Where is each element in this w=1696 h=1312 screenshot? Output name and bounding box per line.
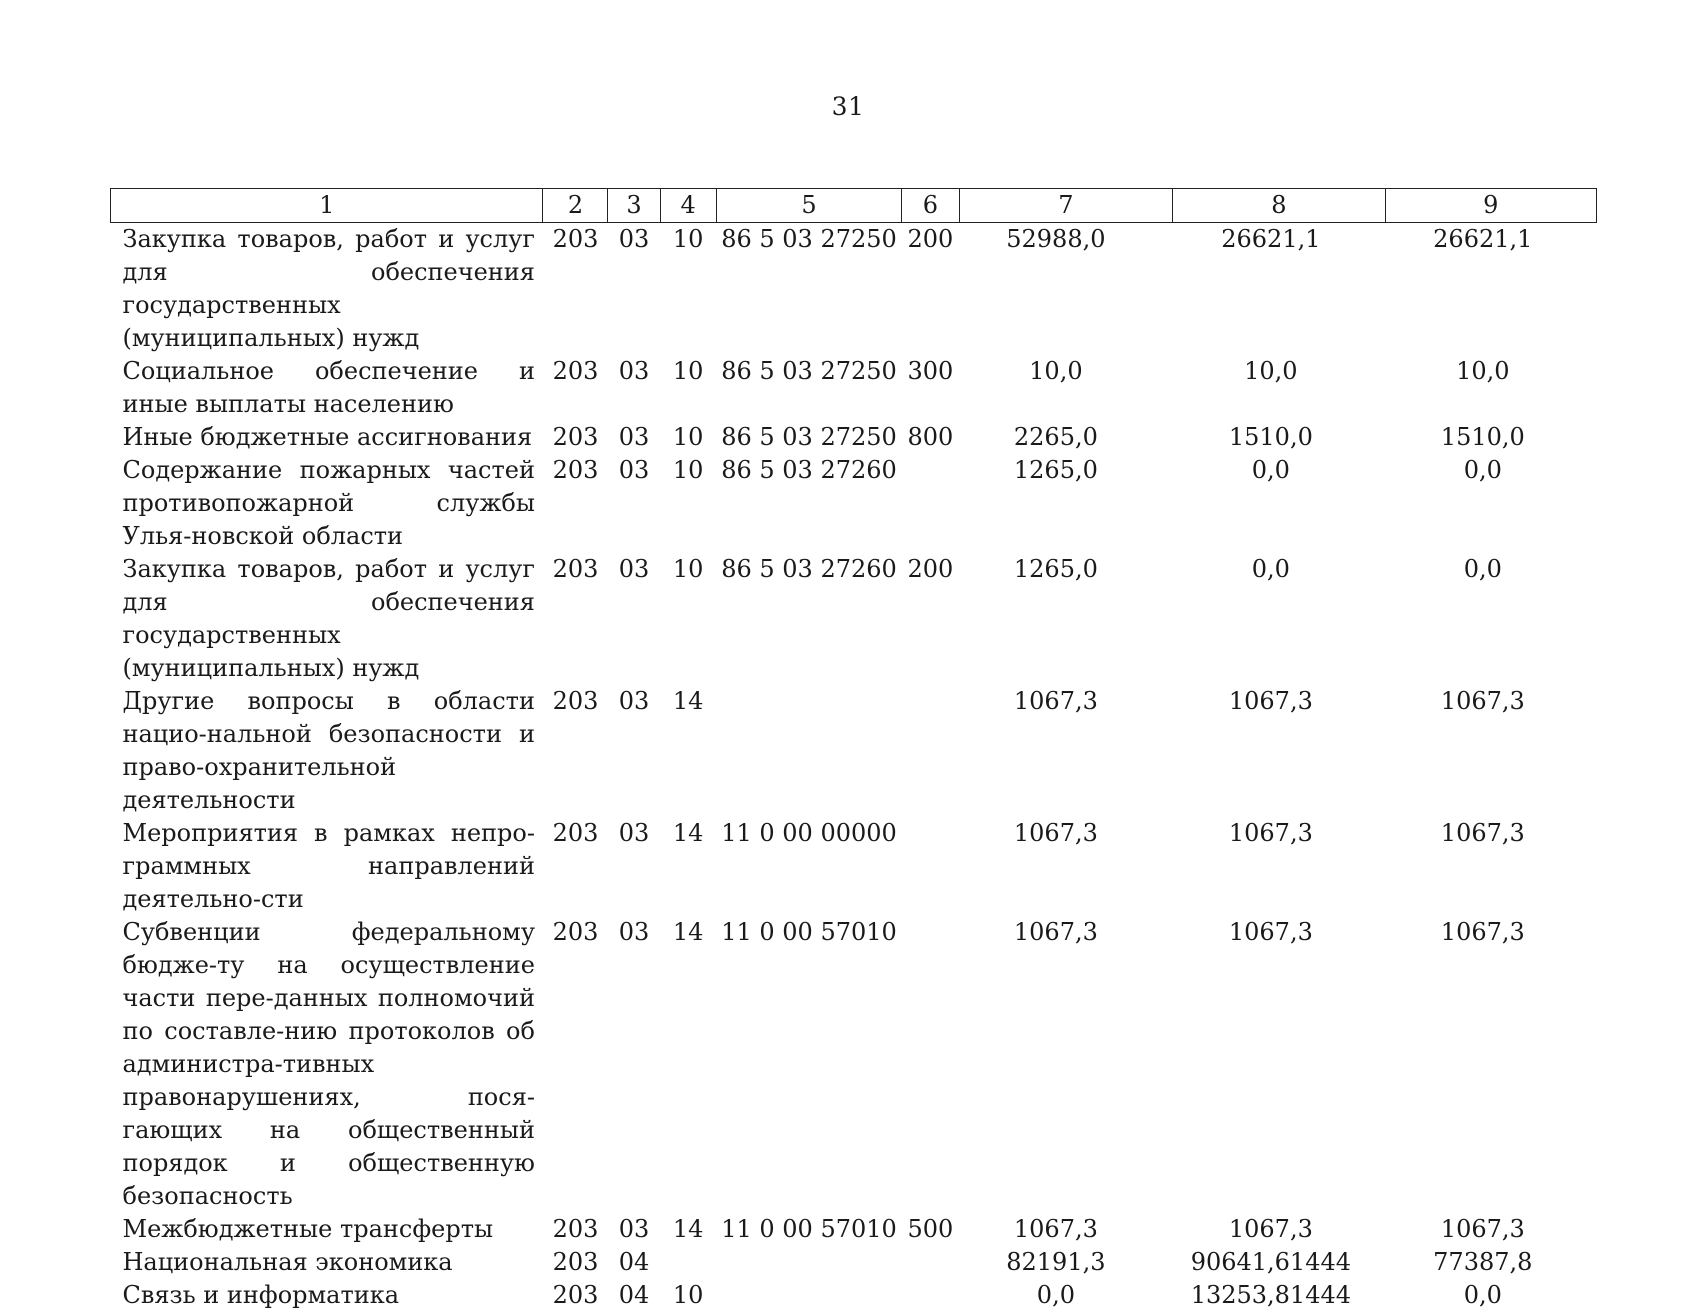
row-value-8: 1067,3 [1228,918,1313,946]
table-row [111,454,1597,553]
column-header: 4 [660,189,716,223]
column-header: 5 [716,189,901,223]
table-row [111,685,1597,817]
row-code-2: 203 [552,918,599,946]
row-code-6 [902,916,959,1213]
table-row [111,553,1597,685]
row-value-8: 1067,3 [1228,819,1313,847]
row-code-3: 03 [618,225,650,253]
row-code-6 [902,454,959,553]
row-code-4: 10 [672,1281,704,1309]
row-value-7: 0,0 [1036,1281,1075,1309]
row-code-3: 03 [618,357,650,385]
table-row [111,817,1597,916]
column-header: 9 [1385,189,1596,223]
row-code-2: 203 [552,423,599,451]
row-name: Иные бюджетные ассигнования [122,423,533,451]
row-code-3: 03 [618,1215,650,1243]
row-code-2: 203 [552,357,599,385]
row-value-8: 1510,0 [1228,423,1313,451]
header-row [111,189,1597,223]
row-code-4: 10 [672,456,704,484]
row-code-4: 10 [672,555,704,583]
row-value-8: 1067,3 [1228,687,1313,715]
table-row [111,1213,1597,1246]
row-code-3: 04 [618,1281,650,1309]
table-row [111,421,1597,454]
row-code-3: 03 [618,555,650,583]
row-value-9: 1067,3 [1440,687,1525,715]
row-code-2: 203 [552,225,599,253]
row-code-5: 11 0 00 57010 [721,1215,897,1243]
row-code-2: 203 [552,687,599,715]
column-header: 8 [1173,189,1385,223]
row-code-2: 203 [552,555,599,583]
row-code-2: 203 [552,1248,599,1276]
row-code-6: 500 [907,1215,954,1243]
table-row [111,916,1597,1213]
row-code-6: 800 [907,423,954,451]
page-number: 31 [831,92,865,121]
row-code-6 [902,1246,959,1279]
row-code-5 [716,685,901,817]
row-code-5: 11 0 00 57010 [721,918,897,946]
table-row [111,223,1597,356]
table-row [111,1246,1597,1279]
row-value-8: 13253,81444 [1190,1281,1352,1309]
column-header: 2 [543,189,608,223]
row-code-3: 03 [618,423,650,451]
row-code-4: 14 [672,1215,704,1243]
row-value-7: 10,0 [1029,357,1083,385]
row-value-9: 1067,3 [1440,1215,1525,1243]
row-code-4: 10 [672,225,704,253]
table-row [111,355,1597,421]
table-row [111,1279,1597,1312]
row-name: Закупка товаров, работ и услуг для обеспечения государственных (муниципальных) нужд [122,555,535,682]
row-code-2: 203 [552,1215,599,1243]
row-value-9: 1510,0 [1440,423,1525,451]
row-code-4: 14 [672,687,704,715]
row-code-5: 86 5 03 27250 [721,225,897,253]
budget-table [110,188,1597,1312]
row-name: Межбюджетные трансферты [122,1215,494,1243]
row-code-5 [716,1246,901,1279]
row-code-2: 203 [552,456,599,484]
row-code-5: 86 5 03 27260 [721,456,897,484]
row-value-9: 1067,3 [1440,819,1525,847]
row-code-3: 03 [618,687,650,715]
row-value-7: 2265,0 [1013,423,1098,451]
row-value-7: 1067,3 [1013,687,1098,715]
row-code-4: 14 [672,819,704,847]
row-name: Социальное обеспечение и иные выплаты населению [122,357,535,418]
row-code-3: 04 [618,1248,650,1276]
row-code-5 [716,1279,901,1312]
row-value-7: 82191,3 [1006,1248,1106,1276]
row-code-5: 86 5 03 27260 [721,555,897,583]
row-code-5: 11 0 00 00000 [721,819,897,847]
row-code-5: 86 5 03 27250 [721,423,897,451]
row-name: Содержание пожарных частей противопожарной службы Улья-новской области [122,456,535,550]
row-value-7: 1265,0 [1013,555,1098,583]
row-value-7: 52988,0 [1006,225,1106,253]
row-name: Национальная экономика [122,1248,453,1276]
row-value-8: 26621,1 [1221,225,1321,253]
row-code-6: 200 [907,555,954,583]
row-value-9: 77387,8 [1433,1248,1533,1276]
row-name: Мероприятия в рамках непро-граммных направлений деятельно-сти [122,819,535,913]
row-name: Субвенции федеральному бюдже-ту на осуществление части пере-данных полномочий по составле-нию протоколов об администра-тивных правонарушениях, пося-гающих на общественный порядок и общественную безопасность [122,918,535,1210]
row-value-9: 0,0 [1463,1281,1502,1309]
row-value-8: 0,0 [1251,456,1290,484]
row-name: Закупка товаров, работ и услуг для обеспечения государственных (муниципальных) нужд [122,225,535,352]
row-value-8: 1067,3 [1228,1215,1313,1243]
row-code-4: 10 [672,423,704,451]
column-header: 1 [111,189,543,223]
row-code-2: 203 [552,1281,599,1309]
row-value-9: 0,0 [1463,456,1502,484]
row-code-4: 10 [672,357,704,385]
row-name: Связь и информатика [122,1281,400,1309]
row-code-6: 300 [907,357,954,385]
row-value-8: 0,0 [1251,555,1290,583]
row-value-9: 0,0 [1463,555,1502,583]
row-code-4 [660,1246,716,1279]
row-value-7: 1067,3 [1013,1215,1098,1243]
row-code-3: 03 [618,819,650,847]
row-value-9: 1067,3 [1440,918,1525,946]
column-header: 6 [902,189,959,223]
row-code-5: 86 5 03 27250 [721,357,897,385]
row-code-3: 03 [618,918,650,946]
row-code-3: 03 [618,456,650,484]
row-code-6 [902,1279,959,1312]
row-value-9: 10,0 [1456,357,1510,385]
row-value-7: 1067,3 [1013,918,1098,946]
row-code-6: 200 [907,225,954,253]
row-code-6 [902,685,959,817]
row-code-4: 14 [672,918,704,946]
row-value-7: 1265,0 [1013,456,1098,484]
column-header: 7 [959,189,1173,223]
row-value-8: 10,0 [1244,357,1298,385]
row-name: Другие вопросы в области нацио-нальной безопасности и право-охранительной деятельности [122,687,535,814]
column-header: 3 [608,189,660,223]
row-code-2: 203 [552,819,599,847]
row-value-7: 1067,3 [1013,819,1098,847]
row-code-6 [902,817,959,916]
row-value-9: 26621,1 [1433,225,1533,253]
row-value-8: 90641,61444 [1190,1248,1352,1276]
